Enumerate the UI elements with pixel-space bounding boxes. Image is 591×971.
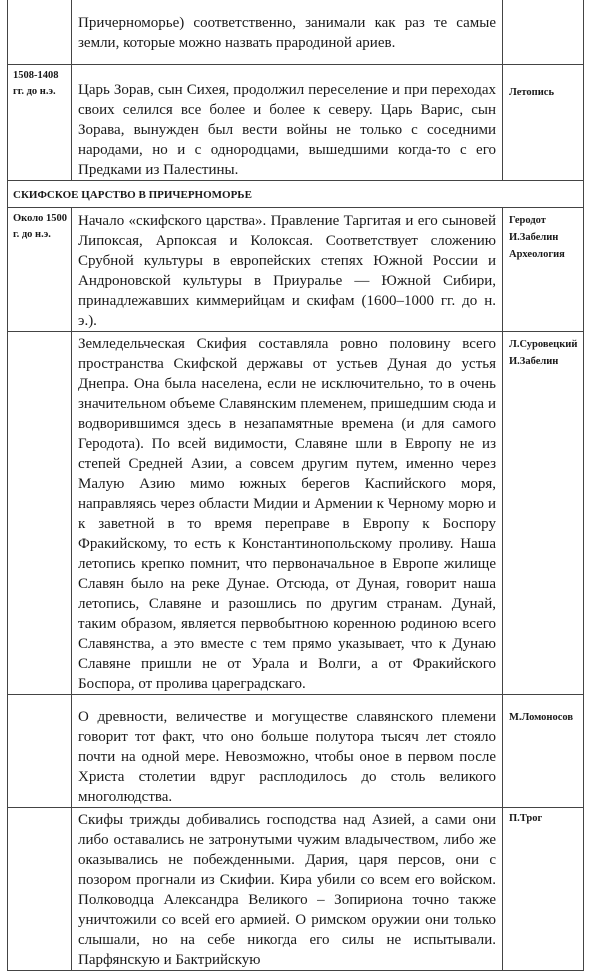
source-name: Археология [509, 249, 565, 260]
table-row [8, 0, 584, 65]
date-text [8, 695, 71, 698]
table-row [8, 65, 584, 181]
entry-text: Земледельческая Скифия составляла ровно половину всего пространства Скифской державы от устьев Дуная до устья Днепра. Она была населена, если не исключительно, то в очень значительном объеме Славянским племенем, пришедшим сюда и водворившимся здесь в незапамятные времена (и для самого Геродота). По всей видимости, Славяне шли в Европу не из степей Средней Азии, а совсем другим путем, именно через Малую Азию мимо южных берегов Каспийского моря, направляясь через области Мидии и Армении к Черному морю и к заветной в то время переправе в Европу к Боспору Фракийскому, то есть к Константинопольскому проливу. Наша летопись крепко помнит, что первоначальное в Европе жилище Славян было на реке Дунае. Отсюда, от Дуная, говорит наша летопись, Славяне и разошлись по другим странам. Дунай, таким образом, является первобытною коренною родиною всего Славянства, а это вместе с тем прямо указывает, что к Дунаю Славяне пришли не от Урала и Волги, а от Фракийского Боспора, от пролива цареградскаго. [78, 336, 496, 692]
date-text [8, 808, 71, 811]
source-cell [503, 332, 584, 695]
entry-text: Причерноморье) соответственно, занимали как раз те самые земли, которые можно назвать прародиной ариев. [78, 15, 496, 51]
source-cell [503, 0, 584, 65]
date-text: Около 1500 г. до н.э. [13, 213, 67, 240]
date-text: 1508-1408 гг. до н.э. [13, 70, 59, 97]
text-cell [72, 695, 503, 808]
section-title: СКИФСКОЕ ЦАРСТВО В ПРИЧЕРНОМОРЬЕ [13, 189, 252, 201]
date-cell [8, 0, 72, 65]
date-cell [8, 332, 72, 695]
source-cell [503, 65, 584, 181]
source-name: И.Забелин [509, 232, 559, 243]
source-name: М.Ломоносов [509, 712, 574, 723]
entry-text: Скифы трижды добивались господства над Азией, а сами они либо оставались не затронутыми чужим владычеством, либо же оказывались не побежденными. Дария, царя персов, они с позором прогнали из Скифии. Кира убили со всем его войском. Полководца Александра Великого – Зопириона точно также уничтожили со всей его армией. О римском оружии они только слышали, но на себе никогда его силы не испытывали. Парфянскую и Бактрийскую [78, 812, 496, 968]
entry-text: Начало «скифского царства». Правление Таргитая и его сыновей Липоксая, Арпоксая и Колоксая. Соответствует сложению Срубной культуры в европейских степях Южной России и Андроновской культуры в Приуралье — Южной Сибири, принадлежавших киммерийцам и скифам (1600–1000 гг. до н. э.). [78, 213, 496, 329]
text-cell [72, 808, 503, 971]
chronicle-table [7, 0, 584, 971]
text-cell [72, 65, 503, 181]
source-cell [503, 208, 584, 332]
table-row [8, 208, 584, 332]
date-text [8, 332, 71, 335]
date-cell [8, 695, 72, 808]
date-cell [8, 808, 72, 971]
source-name: Геродот [509, 215, 546, 226]
date-cell [8, 65, 72, 181]
source-name: И.Забелин [509, 356, 559, 367]
date-text [8, 0, 71, 3]
table-row [8, 808, 584, 971]
section-cell [8, 181, 584, 208]
source-name: Л.Суровецкий [509, 339, 578, 350]
text-cell [72, 332, 503, 695]
entry-text: Царь Зорав, сын Сихея, продолжил переселение и при переходах своих селился все более и более к северу. Царь Варис, сын Зорава, вынужден был вести войны не только с соседними народами, но и с однородцами, вышедшими когда-то с его Предками из Палестины. [78, 82, 496, 178]
source-name: Летопись [509, 87, 554, 98]
table-row [8, 695, 584, 808]
section-row [8, 181, 584, 208]
source-cell [503, 695, 584, 808]
source-cell [503, 808, 584, 971]
entry-text: О древности, величестве и могуществе славянского племени говорит тот факт, что оно больше полутора тысяч лет стояло почти на одной мере. Невозможно, чтобы оное в первом после Христа столетии вдруг расплодилось до столь великого многолюдства. [78, 709, 496, 805]
source-name: П.Трог [509, 813, 543, 824]
text-cell [72, 208, 503, 332]
table-row [8, 332, 584, 695]
date-cell [8, 208, 72, 332]
text-cell [72, 0, 503, 65]
